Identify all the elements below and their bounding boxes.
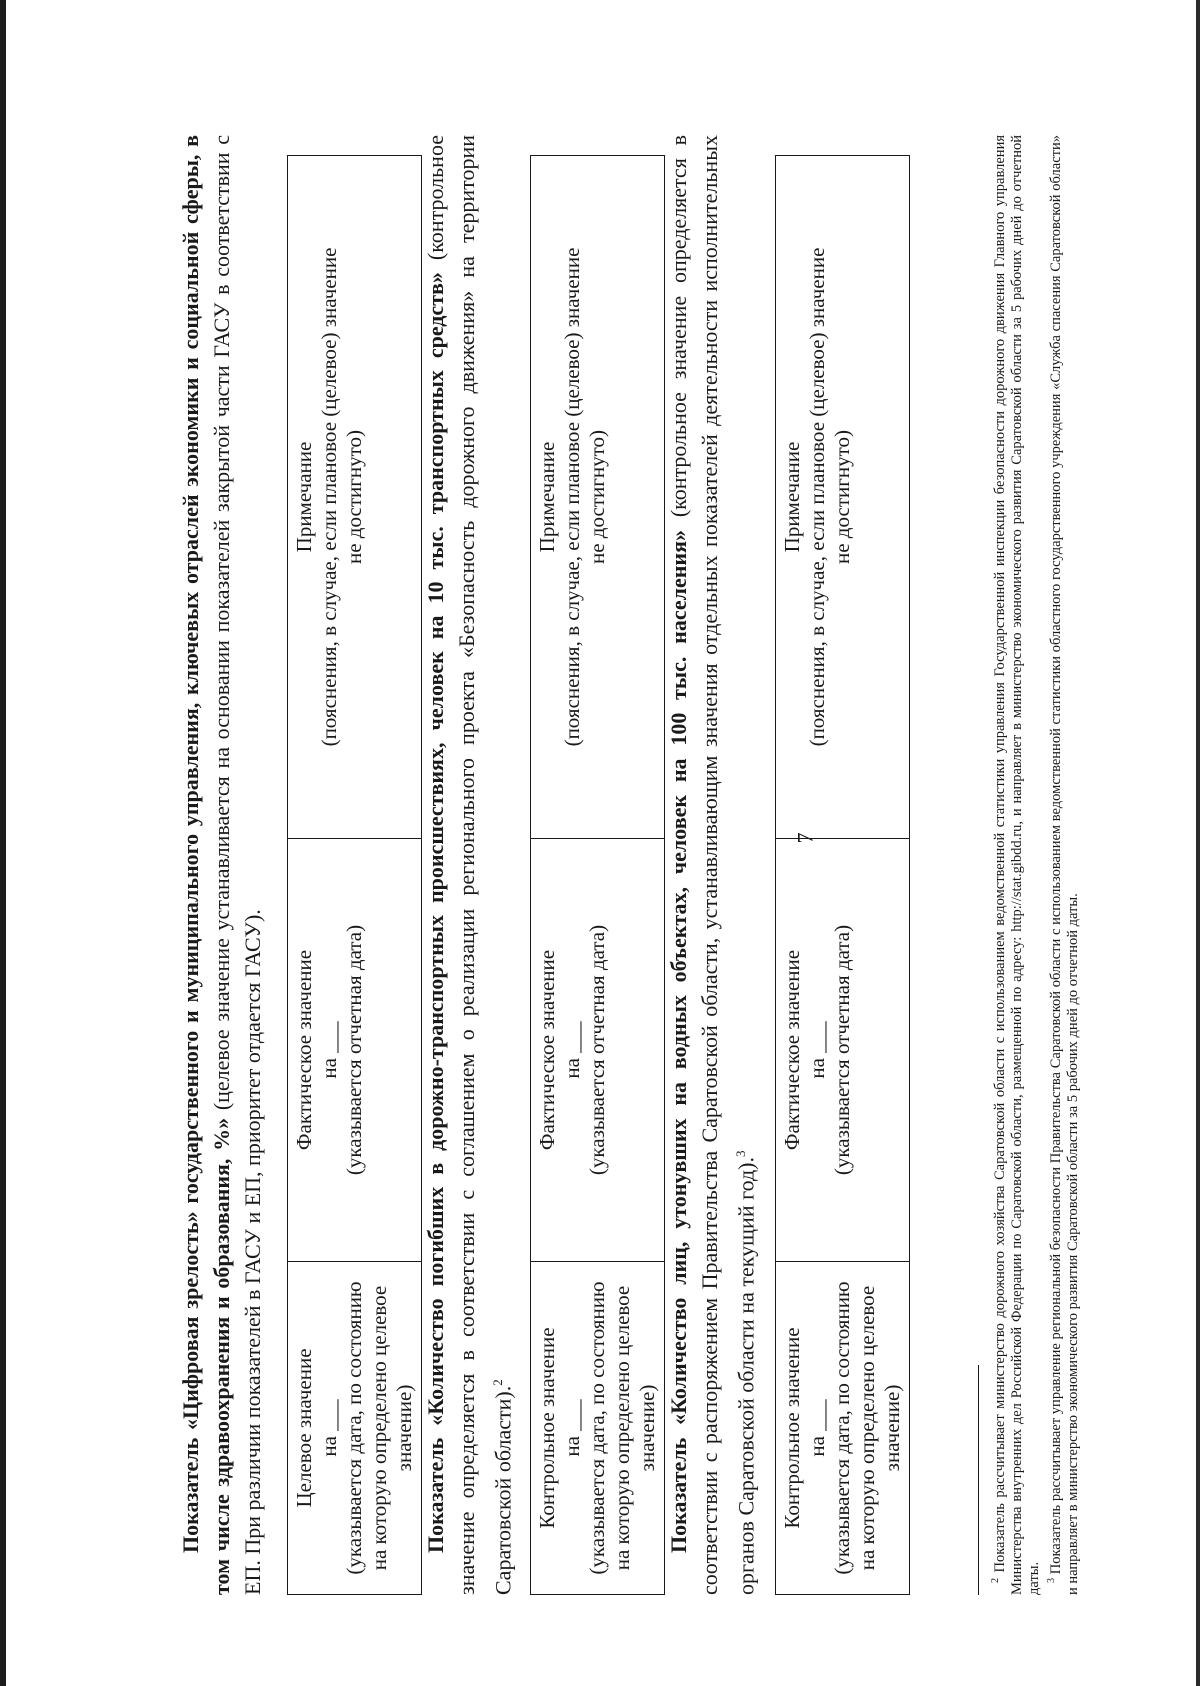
cell-line: Примечание xyxy=(292,441,316,553)
footnote-text: Показатель рассчитывает министерство дорожного хозяйства Саратовской области с использованием ведомственной статистики управления Государственной инспекции безопасности дорожного движения Главного управления Министерства внутренних дел Российской Федерации по Саратовской области, размещенной по адресу: http://stat.gibdd.ru, и направляет в министерство экономического развития Саратовской области за 5 рабочих дней до отчетной даты. xyxy=(991,135,1042,1595)
cell-line: на ___ xyxy=(560,1021,584,1079)
indicator-title: Показатель «Количество лиц, утонувших на водных объектах, человек на 100 тыс. населения» xyxy=(666,529,691,1553)
note-cell xyxy=(531,156,665,839)
section-digital-maturity xyxy=(175,135,268,1595)
cell-line: (указывается дата, по состоянию xyxy=(830,1281,854,1575)
section-heading xyxy=(175,135,268,1595)
cell-line: на которую определено целевое значение) xyxy=(855,1285,904,1571)
footnote-ref: 3 xyxy=(733,1150,748,1158)
footnote-text: Показатель рассчитывает управление региональной безопасности Правительства Саратовской области с использованием ведомственной статистики областного государственного учреждения «Служба спасения Саратовской области» и направляет в министерство экономического развития Саратовской области за 5 рабочих дней до отчетной даты. xyxy=(1047,134,1081,1595)
cell-line: (указывается отчетная дата) xyxy=(585,924,609,1176)
cell-line: не достигнуто) xyxy=(585,430,609,564)
cell-line: на которую определено целевое значение) xyxy=(367,1285,416,1571)
table-row xyxy=(288,156,422,1595)
control-value-cell xyxy=(531,1262,665,1595)
section-drowned-persons xyxy=(663,135,761,1595)
cell-line: на ___ xyxy=(317,1021,341,1079)
indicator-title: Показатель «Цифровая зрелость» государственного и муниципального управления, ключевых отраслей экономики и социальной сферы, в том числе здравоохранения и образования, %» xyxy=(178,135,234,1595)
cell-line: Контрольное значение xyxy=(535,1327,559,1529)
actual-value-cell xyxy=(776,839,910,1262)
cell-line: на которую определено целевое значение) xyxy=(610,1285,659,1571)
cell-line: Фактическое значение xyxy=(535,949,559,1151)
indicator-description: (контрольное значение определяется в соответствии с соглашением о реализации регионального проекта «Безопасность дорожного движения» на территории Саратовской области). xyxy=(423,135,516,1595)
cell-line: (указывается отчетная дата) xyxy=(342,924,366,1176)
scan-edge-left xyxy=(0,0,6,1686)
section-heading xyxy=(420,135,518,1595)
section-road-fatalities xyxy=(420,135,518,1595)
indicator-description: (целевое значение устанавливается на основании показателей закрытой части ГАСУ в соответствии с ЕП. При различии показателей в ГАСУ и ЕП, приоритет отдается ГАСУ). xyxy=(209,135,265,1595)
footnote-2 xyxy=(987,135,1043,1595)
cell-line: Фактическое значение xyxy=(780,949,804,1151)
cell-line: Контрольное значение xyxy=(780,1327,804,1529)
table-row xyxy=(776,156,910,1595)
cell-line: (указывается дата, по состоянию xyxy=(585,1281,609,1575)
rotated-page-content xyxy=(175,135,1175,1595)
cell-line: не достигнуто) xyxy=(830,430,854,564)
note-cell xyxy=(776,156,910,839)
footnote-3 xyxy=(1043,135,1082,1595)
cell-line: Примечание xyxy=(535,441,559,553)
actual-value-cell xyxy=(288,839,422,1262)
cell-line: (пояснения, в случае, если плановое (целевое) значение xyxy=(805,247,829,747)
table-row xyxy=(531,156,665,1595)
cell-line: на ___ xyxy=(317,1399,341,1457)
note-cell xyxy=(288,156,422,839)
cell-line: (пояснения, в случае, если плановое (целевое) значение xyxy=(317,247,341,747)
cell-line: не достигнуто) xyxy=(342,430,366,564)
indicator-table-digital-maturity xyxy=(287,155,422,1595)
control-value-cell xyxy=(776,1262,910,1595)
footnote-number: 2 xyxy=(990,1578,1001,1583)
footnotes xyxy=(987,135,1082,1595)
cell-line: Целевое значение xyxy=(292,1348,316,1508)
section-heading xyxy=(663,135,761,1595)
cell-line: Примечание xyxy=(780,441,804,553)
cell-line: (указывается дата, по состоянию xyxy=(342,1281,366,1575)
footnote-ref: 2 xyxy=(490,1379,505,1386)
scan-edge-right xyxy=(1196,0,1200,1686)
footnote-separator xyxy=(978,1365,979,1595)
footnote-number: 3 xyxy=(1045,1578,1057,1583)
cell-line: на ___ xyxy=(805,1021,829,1079)
cell-line: на ___ xyxy=(560,1399,584,1457)
actual-value-cell xyxy=(531,839,665,1262)
cell-line: (указывается отчетная дата) xyxy=(830,924,854,1176)
cell-line: на ___ xyxy=(805,1399,829,1457)
cell-line: (пояснения, в случае, если плановое (целевое) значение xyxy=(560,247,584,747)
cell-line: Фактическое значение xyxy=(292,949,316,1151)
indicator-title: Показатель «Количество погибших в дорожно-транспортных происшествиях, человек на 10 тыс. транспортных средств» xyxy=(423,272,448,1553)
indicator-description: (контрольное значение определяется в соответствии с распоряжением Правительства Саратовской области, устанавливающим значения отдельных показателей деятельности исполнительных органов Саратовской области на текущий год). xyxy=(666,134,759,1595)
indicator-table-drowned-persons xyxy=(775,155,910,1595)
page-number: 7 xyxy=(792,832,818,844)
indicator-table-road-fatalities xyxy=(530,155,665,1595)
target-value-cell xyxy=(288,1262,422,1595)
